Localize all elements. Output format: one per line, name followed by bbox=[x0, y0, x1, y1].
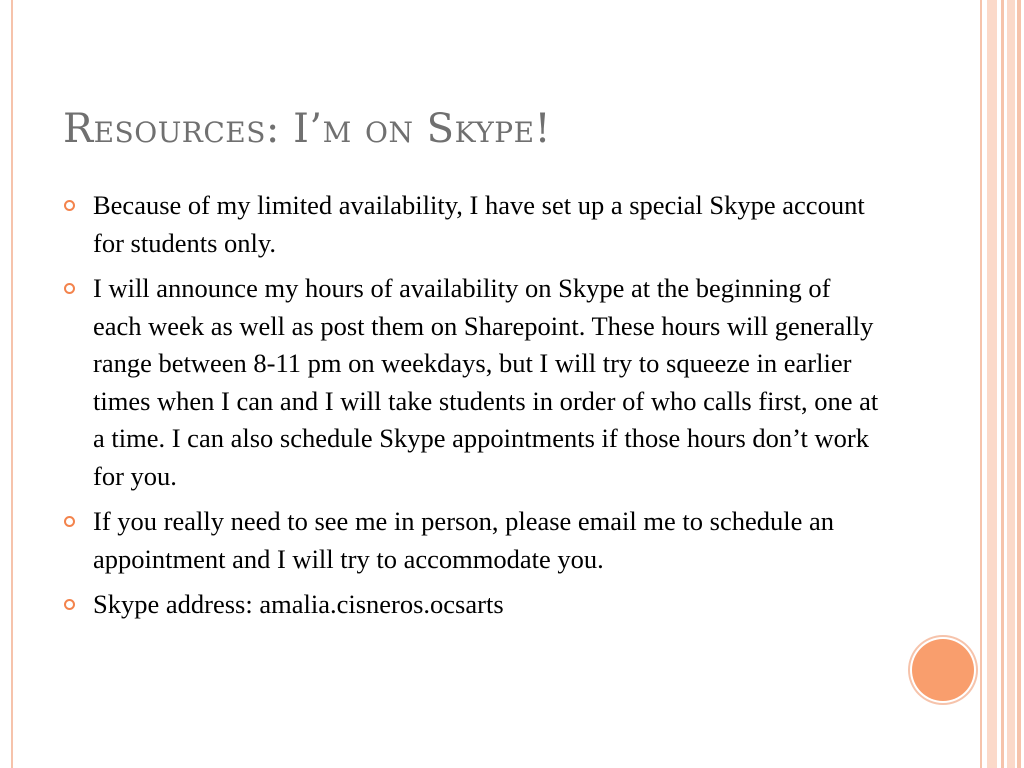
bullet-text: Skype address: amalia.cisneros.ocsarts bbox=[93, 589, 504, 619]
bullet-text: I will announce my hours of availability on Skype at the beginning of each week as well as post them on Sharepoint. These hours will generally range between 8-11 pm on weekdays, but I will try to squeeze in earlier times when I can and I will take students in order of who calls first, one at a time. I can also schedule Skype appointments if those hours don’t work for you. bbox=[93, 273, 879, 491]
left-border-line bbox=[11, 0, 13, 768]
stripe bbox=[1017, 0, 1021, 768]
stripe bbox=[987, 0, 997, 768]
stripe bbox=[1001, 0, 1004, 768]
bullet-list bbox=[64, 187, 884, 632]
bullet-item bbox=[64, 187, 884, 262]
bullet-ring-icon bbox=[64, 283, 75, 294]
bullet-text: Because of my limited availability, I have set up a special Skype account for students only. bbox=[93, 190, 865, 258]
bullet-ring-icon bbox=[64, 200, 75, 211]
bullet-ring-icon bbox=[64, 599, 75, 610]
bullet-text: If you really need to see me in person, please email me to schedule an appointment and I will try to accommodate you. bbox=[93, 506, 834, 574]
bullet-item bbox=[64, 586, 884, 624]
stripe bbox=[980, 0, 982, 768]
slide-title: Resources: I’m on Skype! bbox=[63, 106, 552, 152]
bullet-item bbox=[64, 503, 884, 578]
bullet-ring-icon bbox=[64, 516, 75, 527]
stripe bbox=[1007, 0, 1015, 768]
bullet-item bbox=[64, 270, 884, 495]
right-decorative-stripes bbox=[980, 0, 1024, 768]
decorative-orange-circle bbox=[912, 639, 974, 701]
